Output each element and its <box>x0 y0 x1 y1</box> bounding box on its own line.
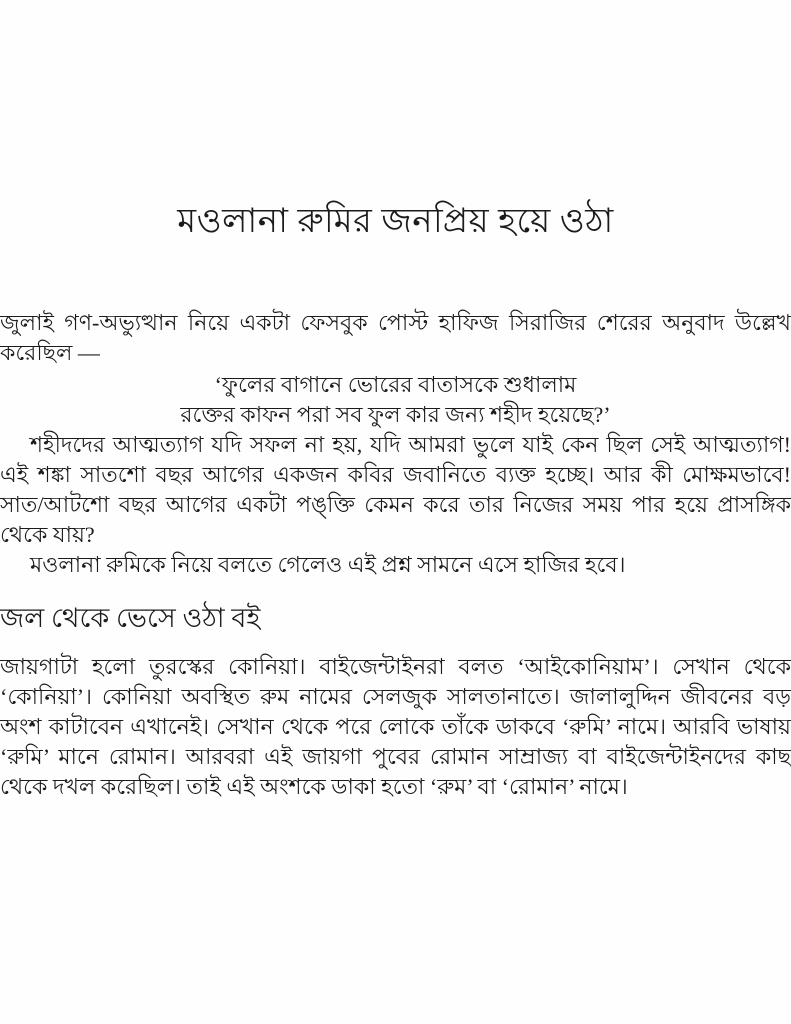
paragraph-konya: জায়গাটা হলো তুরস্কের কোনিয়া। বাইজেন্টাইনরা বলত ‘আইকোনিয়াম’। সেখান থেকে ‘কোনিয়া’। কোনিয়া অবস্থিত রুম নামের সেলজুক সালতানাতে। জালালুদ্দিন জীবনের বড় অংশ কাটাবেন এখানেই। সেখান থেকে পরে লোকে তাঁকে ডাকবে ‘রুমি’ নামে। আরবি ভাষায় ‘রুমি’ মানে রোমান। আরবরা এই জায়গা পুবের রোমান সাম্রাজ্য বা বাইজেন্টাইনদের কাছ থেকে দখল করেছিল। তাই এই অংশকে ডাকা হতো ‘রুম’ বা ‘রোমান’ নামে। <box>0 654 791 799</box>
paragraph-rumi: মওলানা রুমিকে নিয়ে বলতে গেলেও এই প্রশ্ন সামনে এসে হাজির হবে। <box>30 552 626 577</box>
verse-line-2: রক্তের কাফন পরা সব ফুল কার জন্য শহীদ হয়েছে?’ <box>180 402 611 427</box>
paragraph-intro: জুলাই গণ-অভ্যুত্থান নিয়ে একটা ফেসবুক পোস্ট হাফিজ সিরাজির শেরের অনুবাদ উল্লেখ করেছিল — <box>0 310 791 365</box>
section-heading: জল থেকে ভেসে ওঠা বই <box>0 603 261 633</box>
chapter-title: মওলানা রুমির জনপ্রিয় হয়ে ওঠা <box>177 203 614 240</box>
verse-block <box>0 370 791 430</box>
paragraph-shahid: শহীদদের আত্মত্যাগ যদি সফল না হয়, যদি আমরা ভুলে যাই কেন ছিল সেই আত্মত্যাগ! এই শঙ্কা সাতশো বছর আগের একজন কবির জবানিতে ব্যক্ত হচ্ছে। আর কী মোক্ষমভাবে! সাত/আটশো বছর আগের একটা পঙ্‌ক্তি কেমন করে তার নিজের সময় পার হয়ে প্রাসঙ্গিক থেকে যায়? <box>0 432 791 547</box>
verse-line-1: ‘ফুলের বাগানে ভোরের বাতাসকে শুধালাম <box>214 372 577 397</box>
